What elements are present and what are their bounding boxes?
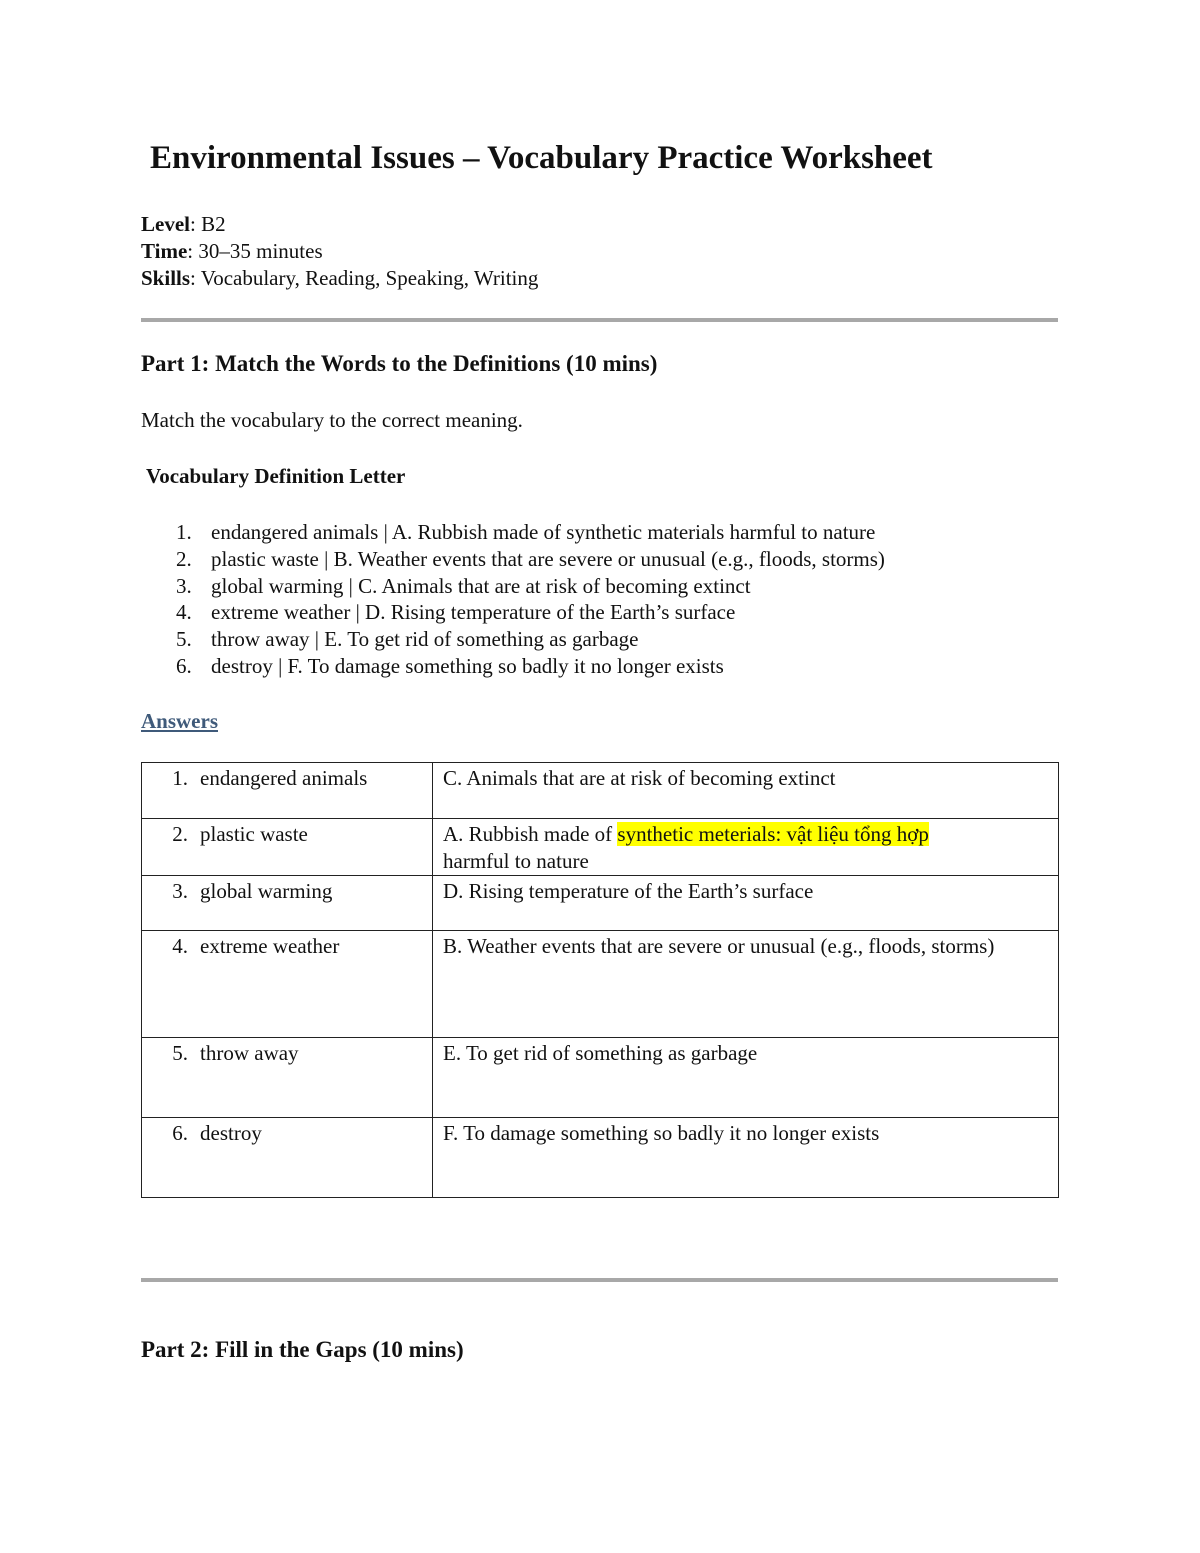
answer-number: 6. bbox=[172, 1121, 188, 1145]
answer-word: destroy bbox=[200, 1121, 262, 1145]
divider-1 bbox=[141, 318, 1058, 322]
list-text: endangered animals | A. Rubbish made of synthetic materials harmful to nature bbox=[211, 520, 876, 544]
table-row bbox=[142, 931, 1059, 1038]
answer-word: extreme weather bbox=[200, 934, 340, 958]
answer-number: 4. bbox=[172, 934, 188, 958]
answer-definition-cell bbox=[433, 931, 1059, 1038]
list-number: 3. bbox=[176, 573, 192, 598]
answer-definition: C. Animals that are at risk of becoming extinct bbox=[443, 766, 836, 790]
answer-number: 2. bbox=[172, 822, 188, 846]
answers-link[interactable]: Answers bbox=[141, 709, 218, 733]
answer-word: endangered animals bbox=[200, 766, 368, 790]
time-label: Time bbox=[141, 239, 188, 263]
list-text: global warming | C. Animals that are at risk of becoming extinct bbox=[211, 573, 751, 598]
answer-word-cell bbox=[142, 1118, 433, 1198]
level-label: Level bbox=[141, 212, 190, 236]
list-number: 1. bbox=[176, 520, 192, 544]
worksheet-title: Environmental Issues – Vocabulary Practice Worksheet bbox=[150, 140, 933, 176]
list-text: plastic waste | B. Weather events that are severe or unusual (e.g., floods, storms) bbox=[211, 546, 885, 571]
answer-definition-cell bbox=[433, 876, 1059, 931]
skills-line bbox=[141, 265, 538, 292]
answer-definition-cell bbox=[433, 763, 1059, 819]
skills-value: : Vocabulary, Reading, Speaking, Writing bbox=[190, 266, 539, 290]
list-number: 6. bbox=[176, 653, 192, 678]
answer-definition-end: harmful to nature bbox=[443, 849, 589, 873]
answer-definition: E. To get rid of something as garbage bbox=[443, 1041, 758, 1065]
skills-label: Skills bbox=[141, 266, 191, 290]
part1-column-header: Vocabulary Definition Letter bbox=[146, 464, 406, 488]
answer-word-cell bbox=[142, 1038, 433, 1118]
answer-definition-start: A. Rubbish made of bbox=[443, 822, 618, 846]
part1-instruction: Match the vocabulary to the correct meaning. bbox=[141, 408, 523, 432]
table-row bbox=[142, 763, 1059, 819]
answer-definition-cell bbox=[433, 819, 1059, 876]
table-row bbox=[142, 1038, 1059, 1118]
time-line bbox=[141, 238, 323, 265]
list-text: extreme weather | D. Rising temperature of the Earth’s surface bbox=[211, 600, 736, 625]
answer-number: 5. bbox=[172, 1041, 188, 1065]
table-row bbox=[142, 876, 1059, 931]
answer-word: global warming bbox=[200, 879, 333, 903]
table-row bbox=[142, 1118, 1059, 1198]
answer-number: 1. bbox=[172, 766, 188, 790]
part2-heading: Part 2: Fill in the Gaps (10 mins) bbox=[141, 1337, 464, 1362]
answer-word-cell bbox=[142, 763, 433, 819]
answer-word: plastic waste bbox=[200, 822, 308, 846]
level-value: : B2 bbox=[189, 212, 226, 236]
answer-word-cell bbox=[142, 931, 433, 1038]
answer-definition: B. Weather events that are severe or unusual (e.g., floods, storms) bbox=[443, 934, 995, 958]
table-row bbox=[142, 819, 1059, 876]
answers-table bbox=[141, 762, 1059, 1198]
answer-definition: F. To damage something so badly it no longer exists bbox=[443, 1121, 880, 1145]
answer-definition-cell bbox=[433, 1038, 1059, 1118]
part1-heading: Part 1: Match the Words to the Definitions (10 mins) bbox=[141, 351, 658, 376]
answer-word-cell bbox=[142, 876, 433, 931]
list-number: 2. bbox=[176, 546, 192, 571]
level-line bbox=[141, 211, 226, 238]
list-number: 4. bbox=[176, 600, 192, 625]
list-number: 5. bbox=[176, 627, 192, 652]
answer-definition: D. Rising temperature of the Earth’s surface bbox=[443, 879, 814, 903]
divider-2 bbox=[141, 1278, 1058, 1282]
list-text: destroy | F. To damage something so badly it no longer exists bbox=[211, 653, 724, 678]
highlighted-note: synthetic meterials: vật liệu tổng hợp bbox=[617, 822, 929, 846]
list-text: throw away | E. To get rid of something as garbage bbox=[211, 627, 639, 652]
answer-word: throw away bbox=[200, 1041, 299, 1065]
answer-definition-cell bbox=[433, 1118, 1059, 1198]
answer-number: 3. bbox=[172, 879, 188, 903]
time-value: : 30–35 minutes bbox=[187, 239, 323, 263]
answer-word-cell bbox=[142, 819, 433, 876]
